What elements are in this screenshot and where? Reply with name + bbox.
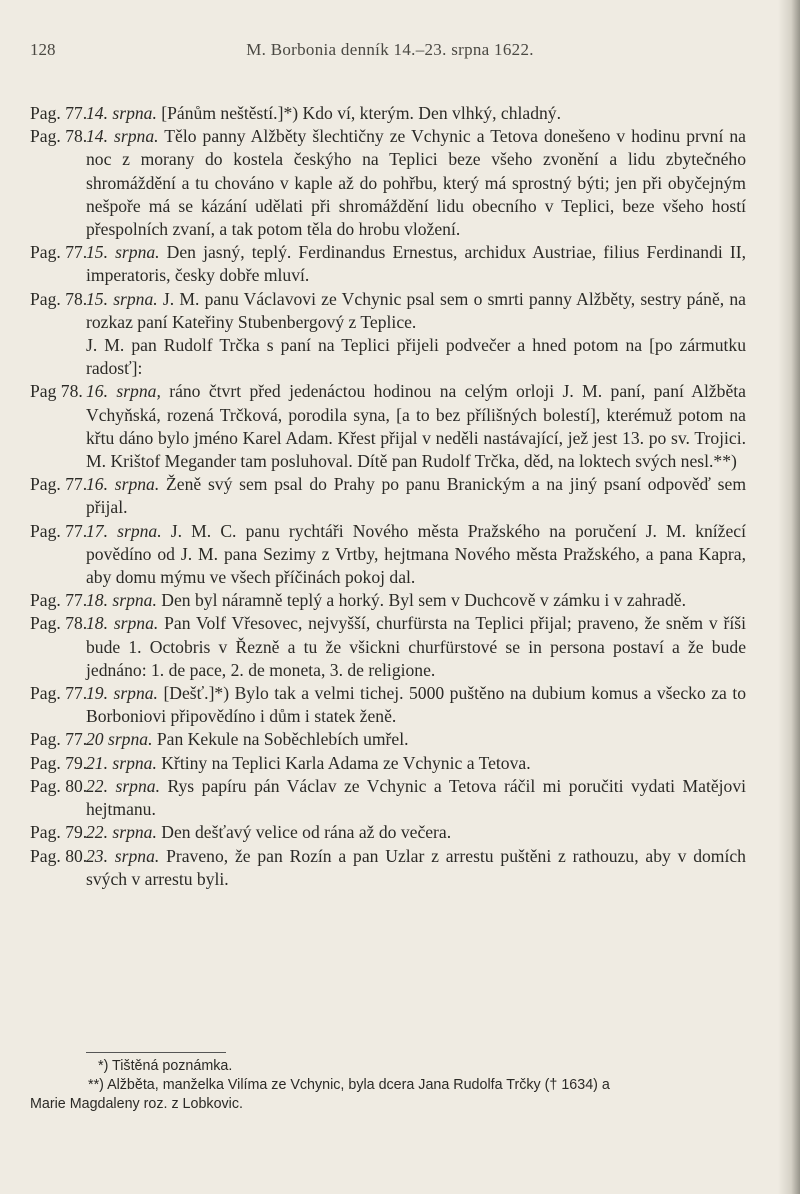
entry-text: J. M. pan Rudolf Trčka s paní na Teplici přijeli podvečer a hned potom na [po zármutku radosť]: [86, 335, 746, 379]
diary-entry [30, 241, 746, 287]
entry-date: 14. srpna. [86, 103, 157, 123]
page-reference: Pag. 80. [30, 845, 88, 866]
page-reference: Pag. 79. [30, 752, 88, 773]
entry-text: Den byl náramně teplý a horký. Byl sem v Duchcově v zámku i v zahradě. [161, 590, 686, 611]
diary-entry [30, 102, 746, 125]
running-head: M. Borbonia denník 14.–23. srpna 1622. [246, 40, 534, 59]
page-reference: Pag. 80. [30, 775, 88, 796]
diary-entry [30, 125, 746, 241]
entry-date: 21. srpna. [86, 752, 157, 773]
entry-date: 18. srpna. [86, 613, 159, 634]
footnotes [30, 1057, 746, 1114]
entry-date: 15. srpna. [86, 242, 160, 263]
page-number: 128 [30, 40, 56, 59]
page-reference: Pag. 77. [30, 683, 88, 704]
entry-date: 22. srpna. [86, 775, 160, 796]
diary-entry [30, 845, 746, 891]
page-reference: Pag. 78. [30, 126, 88, 147]
diary-entry [30, 728, 746, 751]
page-reference: Pag. 79. [30, 822, 88, 843]
diary-entry [30, 682, 746, 728]
page-reference: Pag. 77. [30, 729, 88, 750]
diary-entry [30, 520, 747, 590]
diary-entry [30, 821, 746, 844]
diary-entries [30, 102, 747, 891]
page-reference: Pag. 77. [30, 474, 88, 495]
entry-date: 17. srpna. [86, 520, 162, 541]
entry-date: 18. srpna. [86, 590, 157, 611]
entry-text: Den jasný, teplý. Ferdinandus Ernestus, archidux Austriae, filius Ferdinandi II, imperatoris, česky dobře mluví. [86, 242, 746, 286]
entry-text: J. M. panu Václavovi ze Vchynic psal sem o smrti panny Alžběty, sestry páně, na rozkaz paní Kateřiny Stubenbergový z Teplice. [86, 288, 746, 332]
page-reference: Pag. 77. [30, 242, 88, 263]
page-reference: Pag. 78. [30, 613, 88, 634]
footnote-2: **) Alžběta, manželka Vilíma ze Vchynic, byla dcera Jana Rudolfa Trčky († 1634) a [88, 1077, 610, 1093]
diary-entry [30, 775, 747, 821]
entry-text: [Pánům neštěstí.]*) Kdo ví, kterým. Den vlhký, chladný. [161, 103, 561, 123]
diary-entry [30, 380, 746, 473]
footnote-1: *) Tištěná poznámka. [98, 1058, 233, 1074]
page-reference: Pag. 77. [30, 103, 88, 123]
diary-entry-continuation [86, 334, 746, 380]
page-reference: Pag. 77. [30, 520, 88, 541]
diary-entry [30, 612, 747, 682]
entry-text: Pan Kekule na Soběchlebích umřel. [156, 729, 409, 750]
entry-date: 23. srpna. [86, 845, 160, 866]
page-reference: Pag. 78. [30, 288, 88, 309]
entry-text: Křtiny na Teplici Karla Adama ze Vchynic a Tetova. [161, 752, 531, 773]
entry-text: J. M. C. panu rychtáři Nového města Pražského na poručení J. M. knížecí povědíno od J. M. pana Sezimy z Vrtby, hejtmana Nového města Pražského, a pana Kapra, aby domu mýmu ve všech příčinách pokoj dal. [86, 520, 747, 588]
entry-text: Rys papíru pán Václav ze Vchynic a Tetova ráčil mi poručiti vydati Matějovi hejtmanu. [86, 775, 747, 820]
page-header [30, 40, 750, 70]
entry-date: 22. srpna. [86, 822, 157, 843]
page-reference: Pag 78. [30, 381, 83, 402]
footnote-divider [86, 1052, 226, 1053]
entry-text: [Dešť.]*) Bylo tak a velmi tichej. 5000 puštěno na dubium komus a všecko za to Borboniovi připovědíno i dům i statek ženě. [86, 683, 746, 727]
entry-text: Den dešťavý velice od rána až do večera. [161, 822, 452, 843]
entry-text: Pan Volf Vřesovec, nejvyšší, churfürsta na Teplici přijal; praveno, že sněm v říši bude 1. Octobris v Řezně a tu že všickni churfürstové se in persona postaví a že bude jednáno: 1. de pace, 2. de moneta, 3. de religione. [86, 613, 747, 680]
entry-text: Tělo panny Alžběty šlechtičny ze Vchynic a Tetova donešeno v hodinu první na noc z morany do kostela českýho na Teplici beze všeho zvonění a lidu zbytečného shromáždění a tu chováno v kaple až do pohřbu, který má sprostný býti; jen při obyčejným nešpoře má se kázání udělati při shromáždění lidu obecního v Teplici, beze všeho hostí přespolních zvaní, a tak potom těla do hrobu vložení. [86, 126, 746, 240]
entry-text: Praveno, že pan Rozín a pan Uzlar z arrestu puštěni z rathouzu, aby v domích svých v arrestu byli. [86, 845, 746, 889]
entry-date: 15. srpna. [86, 288, 158, 309]
diary-entry [30, 473, 747, 519]
page-edge-shadow [778, 0, 800, 1194]
entry-date: 16. srpna, [86, 381, 161, 402]
entry-date: 14. srpna. [86, 126, 159, 147]
diary-entry [30, 752, 746, 775]
page-reference: Pag. 77. [30, 590, 88, 611]
entry-text: ráno čtvrt před jedenáctou hodinou na celým orloji J. M. paní, paní Alžběta Vchyňská, rozená Trčková, porodila syna, [a to bez přílišných bolestí], kterémuž potom na křtu dáno bylo jméno Karel Adam. Křest přijal v neděli nastávající, jež jest 13. po sv. Trojici. M. Krištof Megander tam posluhoval. Dítě pan Rudolf Trčka, děd, na loktech svých nesl.**) [86, 381, 746, 472]
entry-date: 19. srpna. [86, 683, 158, 704]
diary-entry [30, 589, 746, 612]
diary-entry [30, 288, 746, 334]
footnote-2-continuation: Marie Magdaleny roz. z Lobkovic. [30, 1096, 243, 1112]
entry-text: Ženě svý sem psal do Prahy po panu Branickým a na jiný psaní odpověď sem přijal. [86, 474, 747, 518]
entry-date: 16. srpna. [86, 474, 160, 495]
entry-date: 20 srpna. [86, 729, 153, 750]
